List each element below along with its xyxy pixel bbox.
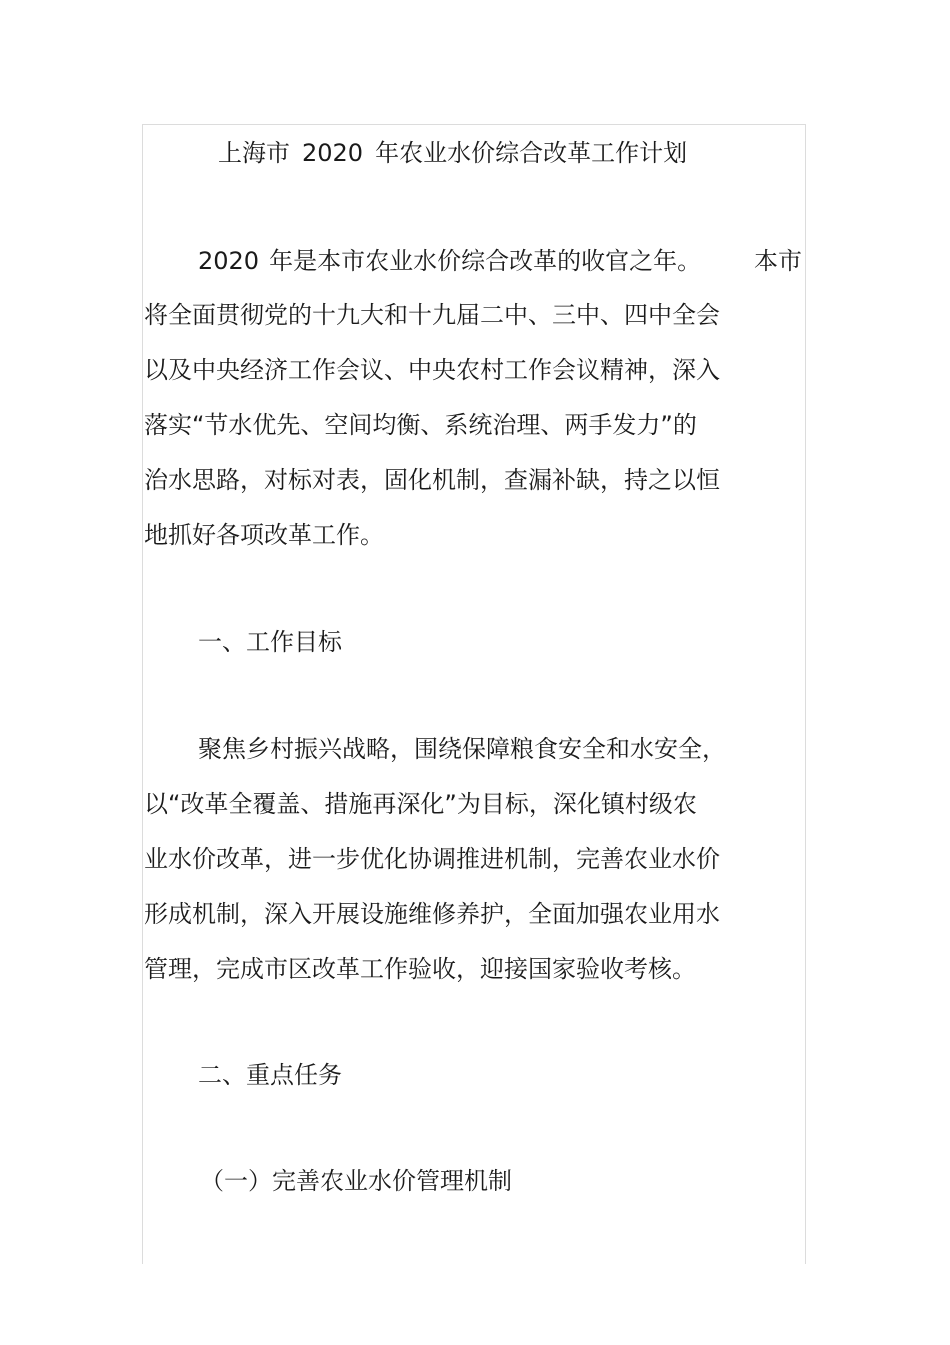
intro-first-line [198, 246, 701, 276]
intro-first-tail: 本市 [754, 247, 802, 275]
section2-heading: 二、重点任务 [198, 1061, 342, 1089]
intro-line: 治水思路，对标对表，固化机制，查漏补缺，持之以恒 [144, 466, 720, 494]
section1-line: 管理，完成市区改革工作验收，迎接国家验收考核。 [144, 955, 696, 983]
title-suffix: 年农业水价综合改革工作计划 [375, 139, 688, 167]
section1-line: 聚焦乡村振兴战略，围绕保障粮食安全和水安全， [198, 735, 726, 763]
intro-year: 2020 [198, 247, 260, 275]
intro-line: 以及中央经济工作会议、中央农村工作会议精神，深入 [144, 356, 720, 384]
section1-line: 形成机制，深入开展设施维修养护，全面加强农业用水 [144, 900, 720, 928]
section2-sub-heading: （一）完善农业水价管理机制 [200, 1167, 512, 1195]
intro-line: 地抓好各项改革工作。 [144, 521, 384, 549]
intro-first-text: 年是本市农业水价综合改革的收官之年。 [269, 247, 702, 275]
title-prefix: 上海市 [218, 139, 290, 167]
section1-heading: 一、工作目标 [198, 628, 342, 656]
section1-line: 以“改革全覆盖、措施再深化”为目标，深化镇村级农 [144, 790, 697, 818]
intro-line: 落实“节水优先、空间均衡、系统治理、两手发力”的 [144, 411, 697, 439]
intro-line: 将全面贯彻党的十九大和十九届二中、三中、四中全会 [144, 301, 720, 329]
page-frame [142, 124, 806, 1264]
section1-line: 业水价改革，进一步优化协调推进机制，完善农业水价 [144, 845, 720, 873]
document-title [218, 138, 687, 168]
title-year: 2020 [302, 139, 364, 167]
